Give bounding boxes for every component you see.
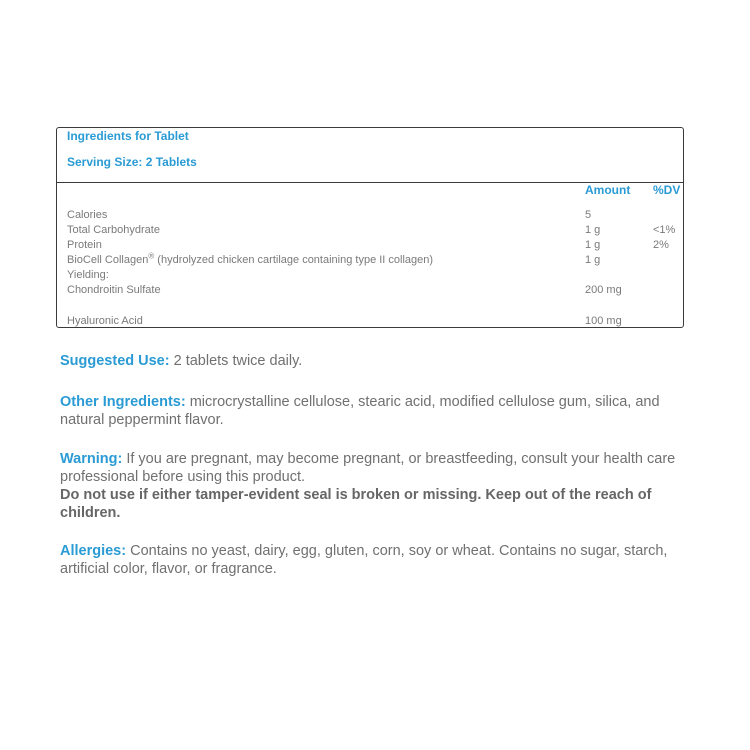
allergies-label: Allergies: xyxy=(60,543,127,559)
row-name: Total Carbohydrate xyxy=(67,224,160,236)
allergies xyxy=(60,542,690,578)
row-dv: 2% xyxy=(653,239,669,251)
facts-row-collagen xyxy=(57,253,683,268)
row-name: Protein xyxy=(67,239,102,251)
row-name xyxy=(67,253,433,268)
facts-row-carbohydrate xyxy=(57,223,683,238)
facts-title: Ingredients for Tablet xyxy=(67,129,189,143)
suggested-use xyxy=(60,352,690,370)
row-amount: 200 mg xyxy=(585,284,622,296)
facts-header xyxy=(57,128,683,183)
row-amount: 1 g xyxy=(585,239,601,251)
row-dv: <1% xyxy=(653,224,676,236)
row-name-suffix: (hydrolyzed chicken cartilage containing type II collagen) xyxy=(154,254,434,266)
registered-mark: ® xyxy=(148,251,155,261)
other-ingredients xyxy=(60,393,690,429)
row-amount: 5 xyxy=(585,209,592,221)
row-amount: 1 g xyxy=(585,254,601,266)
warning-bold-text: Do not use if either tamper-evident seal is broken or missing. Keep out of the reach of children. xyxy=(60,487,652,521)
facts-row-hyaluronic xyxy=(57,314,683,329)
serving-size: Serving Size: 2 Tablets xyxy=(67,155,197,169)
other-ingredients-text: microcrystalline cellulose, stearic acid, modified cellulose gum, silica, and natural peppermint flavor. xyxy=(60,394,660,428)
supplement-facts-panel xyxy=(56,127,684,328)
row-name: Yielding: xyxy=(67,269,109,281)
suggested-use-label: Suggested Use: xyxy=(60,353,170,369)
amount-column-header: Amount xyxy=(585,183,631,197)
row-name: Chondroitin Sulfate xyxy=(67,284,161,296)
other-ingredients-label: Other Ingredients: xyxy=(60,394,186,410)
warning xyxy=(60,450,690,522)
warning-label: Warning: xyxy=(60,451,123,467)
row-amount: 100 mg xyxy=(585,315,622,327)
row-name-prefix: BioCell Collagen xyxy=(67,254,149,266)
row-name: Calories xyxy=(67,209,108,221)
facts-row-yielding xyxy=(57,268,683,283)
row-amount: 1 g xyxy=(585,224,601,236)
row-name: Hyaluronic Acid xyxy=(67,315,143,327)
facts-row-calories xyxy=(57,208,683,223)
suggested-use-text: 2 tablets twice daily. xyxy=(169,353,303,369)
warning-text: If you are pregnant, may become pregnant, or breastfeeding, consult your health care professional before using this product. xyxy=(60,451,676,485)
allergies-text: Contains no yeast, dairy, egg, gluten, corn, soy or wheat. Contains no sugar, starch, artificial color, flavor, or fragrance. xyxy=(60,543,668,577)
dv-column-header: %DV xyxy=(653,183,681,197)
facts-row-chondroitin xyxy=(57,283,683,298)
